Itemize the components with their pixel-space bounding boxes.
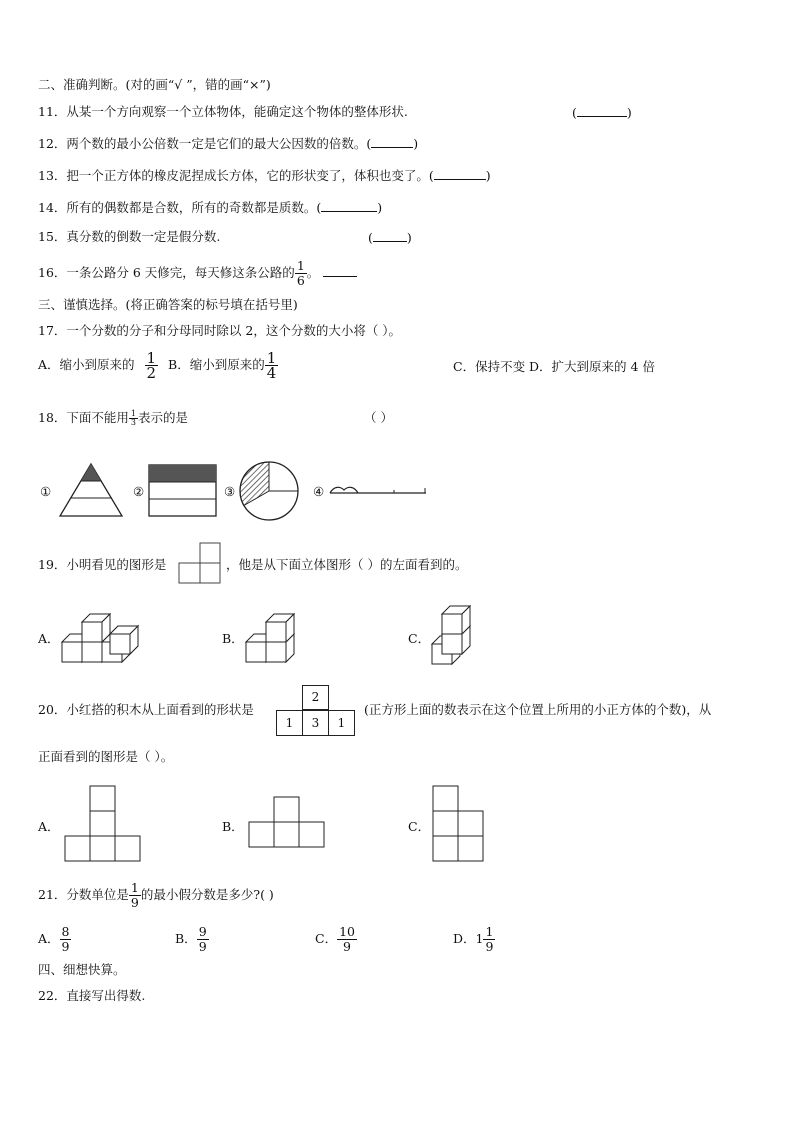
question-20: 20．小红搭的积木从上面看到的形状是: [38, 702, 254, 717]
section4-heading: 四、细想快算。: [38, 962, 126, 977]
question-15: 15．真分数的倒数一定是假分数.: [38, 229, 221, 244]
question-19-text: ，他是从下面立体图形（ ）的左面看到的。: [226, 557, 468, 572]
front-view-a[interactable]: [64, 785, 142, 863]
front-view-b[interactable]: [248, 796, 326, 850]
question-19: 19．小明看见的图形是: [38, 557, 167, 572]
grid-cell: 1: [276, 710, 303, 736]
fraction-one-sixth: $\frac{1}{6}$: [296, 258, 305, 288]
question-text: 所有的偶数都是合数，所有的奇数都是质数。(: [66, 200, 322, 215]
answer-blank[interactable]: [434, 167, 486, 180]
question-16: 16．一条公路分 6 天修完，每天修这条公路的 $\frac{1}{6}$ 。: [38, 258, 357, 288]
option-a[interactable]: A．缩小到原来的: [38, 357, 135, 372]
figure-label-3: ③: [224, 484, 236, 499]
figure-label-2: ②: [133, 484, 145, 499]
fraction-one-ninth: $\frac{1}{9}$: [130, 880, 139, 910]
option-b[interactable]: B．缩小到原来的: [168, 357, 265, 372]
q20-option-b[interactable]: B．: [222, 819, 244, 834]
fraction: $\frac{1}{9}$: [485, 924, 494, 954]
grid-cell-top: 2: [302, 685, 329, 710]
q17-options-ab: [38, 348, 278, 382]
q20-option-c[interactable]: C．: [408, 819, 431, 834]
fraction-one-half: $\frac{1}{2}$: [146, 349, 157, 382]
question-18: 18．下面不能用 $\frac{1}{3}$ 表示的是: [38, 409, 189, 427]
triangle-figure[interactable]: [58, 462, 124, 520]
answer-paren-18[interactable]: （ ）: [364, 410, 393, 425]
question-11: [38, 104, 408, 120]
question-21: 21．分数单位是 $\frac{1}{9}$ 的最小假分数是多少?( ): [38, 880, 274, 910]
rectangle-figure[interactable]: [148, 464, 218, 518]
answer-blank[interactable]: [371, 135, 413, 148]
q21-option-d[interactable]: D．1 $\frac{1}{9}$: [453, 924, 494, 954]
question-12: 12．两个数的最小公倍数一定是它们的最大公因数的倍数。( ): [38, 136, 419, 151]
top-view-grid: [276, 685, 356, 737]
q21-option-a[interactable]: A． $\frac{8}{9}$: [38, 924, 70, 954]
answer-blank[interactable]: [323, 264, 357, 277]
answer-paren-11[interactable]: ( ): [572, 105, 632, 120]
q19-option-b[interactable]: B．: [222, 631, 244, 646]
q19-option-a[interactable]: A．: [38, 631, 60, 646]
answer-paren-15[interactable]: ( ): [368, 230, 412, 245]
number-line-figure[interactable]: [328, 482, 430, 498]
question-20-text: (正方形上面的数表示在这个位置上所用的小正方体的个数)，从: [364, 702, 712, 717]
q20-option-a[interactable]: A．: [38, 819, 60, 834]
question-text: 直接写出得数.: [66, 988, 146, 1003]
question-13: 13．把一个正方体的橡皮泥捏成长方体，它的形状变了，体积也变了。( ): [38, 168, 491, 183]
figure-label-1: ①: [40, 484, 52, 499]
figure-label-4: ④: [313, 484, 325, 499]
question-text: 真分数的倒数一定是假分数.: [66, 229, 221, 244]
fraction-one-third: $\frac{1}{3}$: [130, 409, 137, 427]
question-text: 一个分数的分子和分母同时除以 2，这个分数的大小将（ ）。: [66, 323, 402, 338]
answer-blank[interactable]: [321, 199, 377, 212]
front-view-c[interactable]: [432, 785, 486, 863]
cube-solid-a[interactable]: [58, 606, 144, 666]
question-text: 两个数的最小公倍数一定是它们的最大公因数的倍数。(: [66, 136, 372, 151]
question-20-line2: 正面看到的图形是（ ）。: [38, 749, 174, 764]
section2-heading: 二、准确判断。(对的画“√ ”，错的画“×”): [38, 77, 271, 92]
section3-heading: 三、谨慎选择。(将正确答案的标号填在括号里): [38, 297, 298, 312]
grid-cell: 1: [328, 710, 355, 736]
question-number: 11．: [38, 104, 67, 119]
q21-option-b[interactable]: B． $\frac{9}{9}$: [175, 924, 207, 954]
question-22: 22．直接写出得数.: [38, 988, 146, 1003]
fraction: $\frac{9}{9}$: [198, 924, 207, 954]
question-text: 一条公路分 6 天修完，每天修这条公路的: [66, 265, 295, 280]
q21-option-c[interactable]: C． $\frac{10}{9}$: [315, 924, 355, 954]
fraction-one-quarter: $\frac{1}{4}$: [266, 349, 277, 382]
fraction: $\frac{10}{9}$: [339, 924, 355, 954]
left-view-figure: [178, 542, 222, 584]
fraction: $\frac{8}{9}$: [61, 924, 70, 954]
grid-cell: 3: [302, 710, 329, 736]
question-17: 17．一个分数的分子和分母同时除以 2，这个分数的大小将（ ）。: [38, 323, 402, 338]
answer-blank[interactable]: [373, 229, 407, 242]
cube-solid-b[interactable]: [242, 606, 302, 666]
circle-figure[interactable]: [238, 460, 302, 522]
question-14: 14．所有的偶数都是合数，所有的奇数都是质数。( ): [38, 200, 383, 215]
cube-solid-c[interactable]: [428, 604, 476, 668]
answer-blank[interactable]: [577, 104, 627, 117]
q17-options-cd[interactable]: C．保持不变 D．扩大到原来的 4 倍: [453, 359, 655, 374]
question-text: 把一个正方体的橡皮泥捏成长方体，它的形状变了，体积也变了。(: [66, 168, 434, 183]
q19-option-c[interactable]: C．: [408, 631, 431, 646]
question-text: 从某一个方向观察一个立体物体，能确定这个物体的整体形状.: [66, 104, 408, 119]
